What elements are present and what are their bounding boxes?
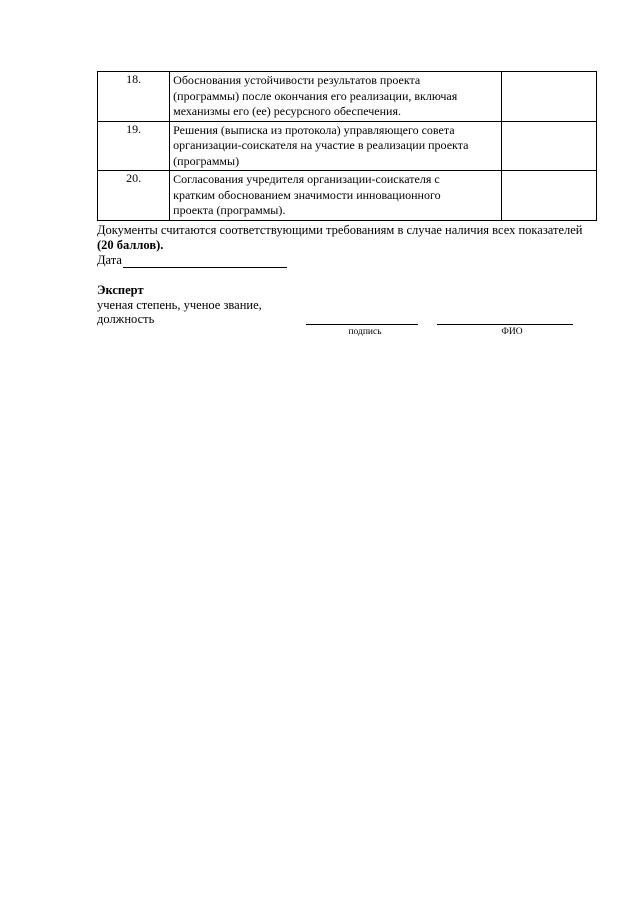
- expert-heading: Эксперт: [97, 283, 144, 297]
- row-description-line: организации-соискателя на участие в реализации проекта: [173, 138, 469, 152]
- row-description-line: кратким обоснованием значимости инновационного: [173, 187, 441, 202]
- row-description-line: Решения (выписка из протокола) управляющего совета: [173, 122, 455, 137]
- row-score-cell: [502, 171, 597, 221]
- table-row: [98, 121, 597, 171]
- row-number: 19.: [98, 121, 170, 171]
- date-blank-line: [123, 256, 287, 268]
- row-score-cell: [502, 72, 597, 122]
- row-description-line: механизмы его (ее) ресурсного обеспечения.: [173, 104, 401, 118]
- row-description-line: (программы) после окончания его реализации, включая: [173, 88, 458, 103]
- table-row: [98, 72, 597, 122]
- table-row: [98, 171, 597, 221]
- date-field: [97, 253, 287, 268]
- row-description-line: Согласования учредителя организации-соискателя с: [173, 172, 440, 186]
- row-description-line: проекта (программы).: [173, 203, 286, 217]
- name-caption: ФИО: [501, 327, 523, 337]
- row-description: [170, 72, 502, 122]
- requirements-note-points: (20 баллов).: [97, 238, 164, 252]
- signature-blank-line: [306, 324, 418, 325]
- documents-table: [97, 71, 597, 221]
- expert-degree-label: ученая степень, ученое звание,: [97, 298, 262, 312]
- date-label: Дата: [97, 253, 122, 267]
- requirements-note: [97, 223, 617, 253]
- name-blank-line: [437, 324, 573, 325]
- row-score-cell: [502, 121, 597, 171]
- row-number: 18.: [98, 72, 170, 122]
- expert-details: [97, 298, 262, 326]
- row-description-line: (программы): [173, 153, 240, 168]
- row-description: [170, 121, 502, 171]
- signature-caption: подпись: [348, 327, 382, 337]
- row-description: [170, 171, 502, 221]
- expert-position-label: должность: [97, 312, 155, 326]
- requirements-note-text: Документы считаются соответствующими требованиям в случае наличия всех показателей: [97, 223, 583, 237]
- row-number: 20.: [98, 171, 170, 221]
- row-description-line: Обоснования устойчивости результатов проекта: [173, 73, 421, 87]
